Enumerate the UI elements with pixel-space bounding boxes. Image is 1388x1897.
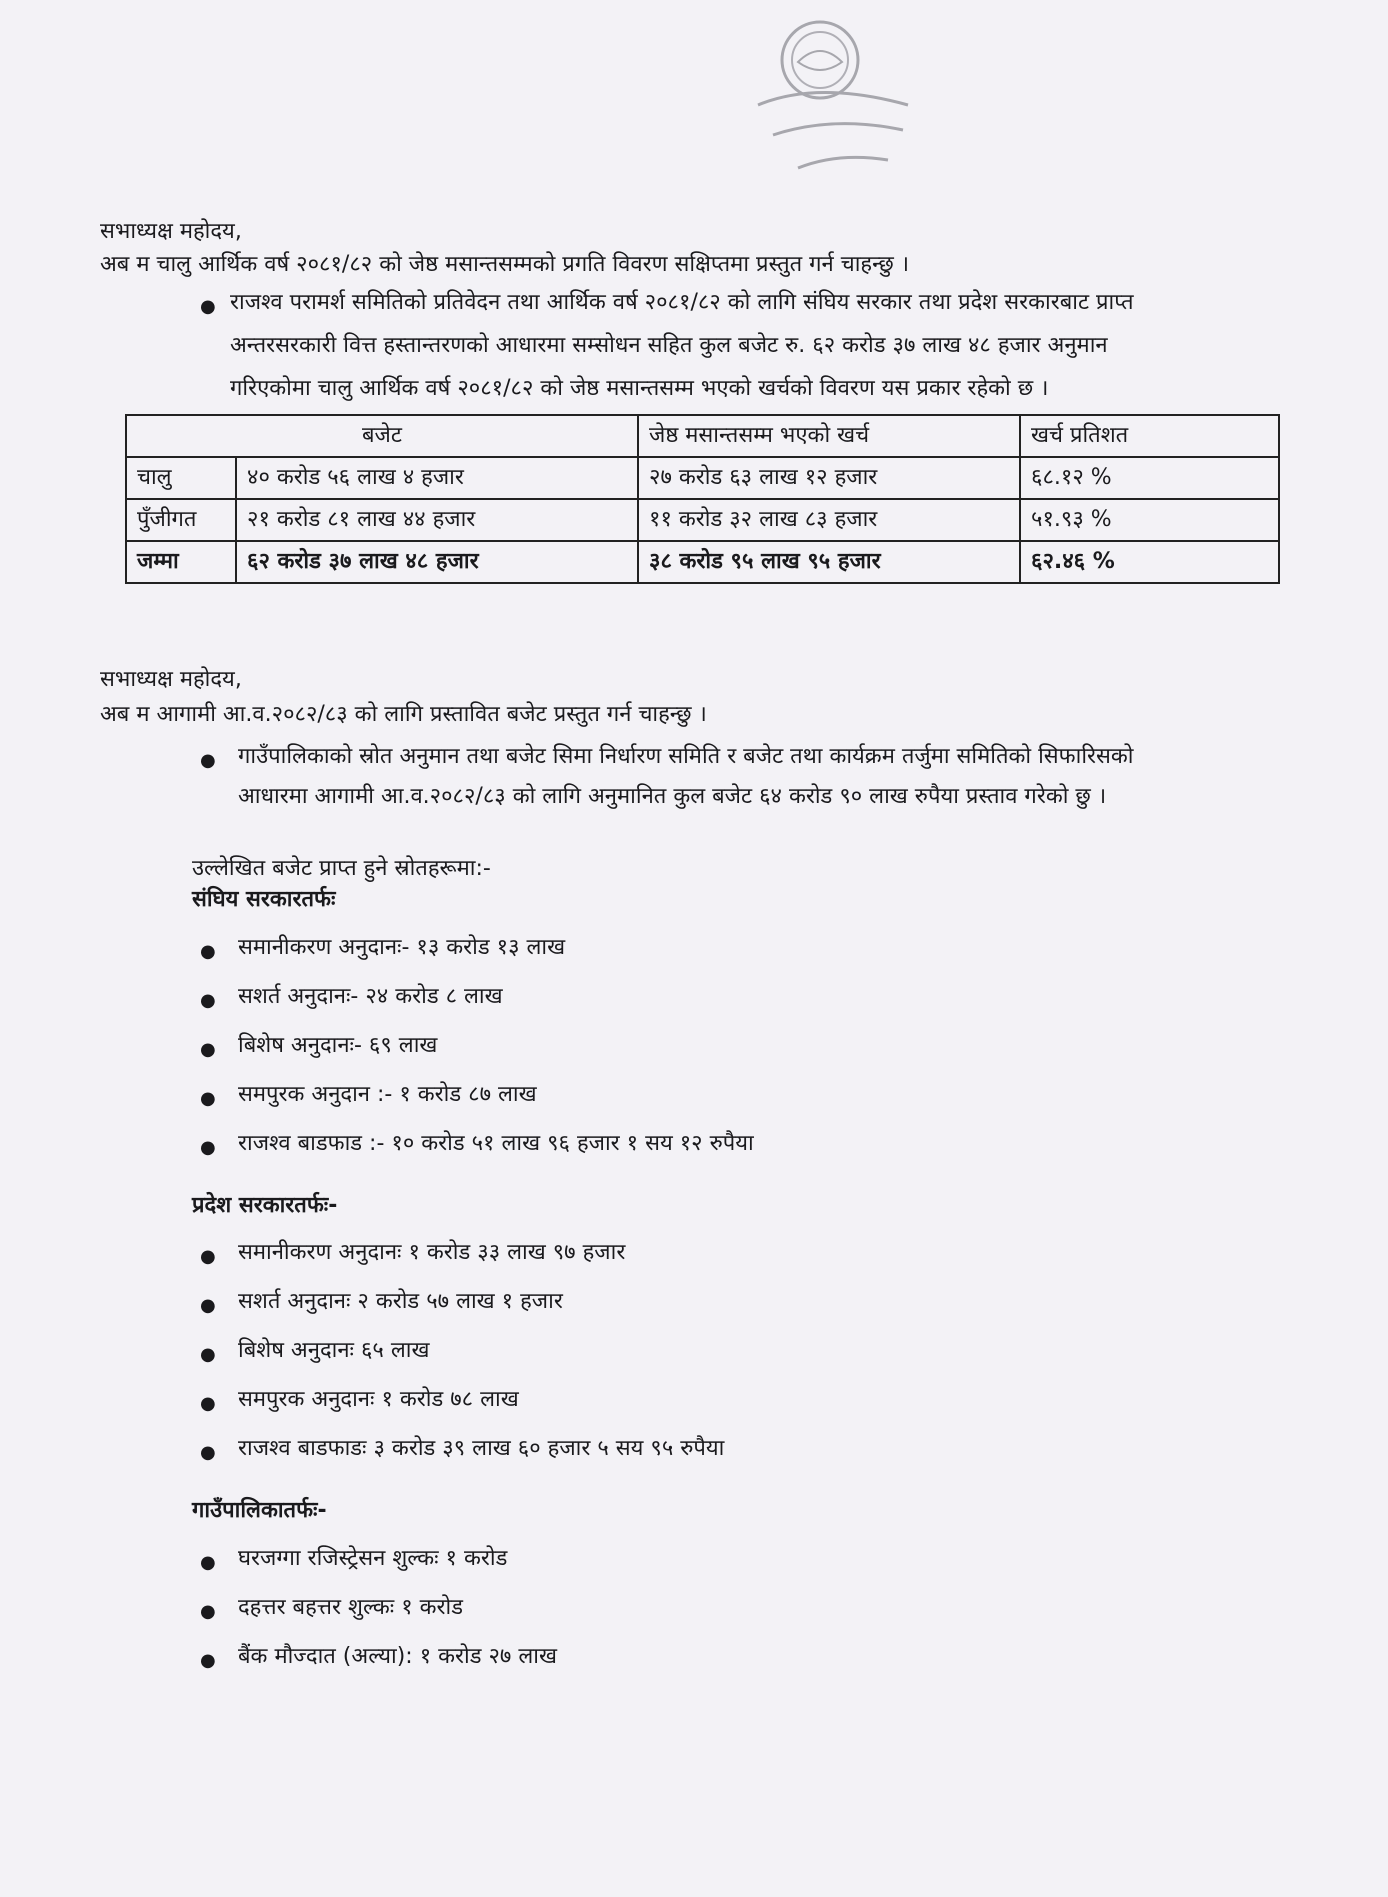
proposal-bullet-item: [100, 737, 1280, 817]
col-header-spent: जेष्ठ मसान्तसम्म भएको खर्च: [638, 415, 1020, 457]
progress-bullet-item: [100, 281, 1280, 410]
list-item: ● बिशेष अनुदानः- ६९ लाख: [100, 1021, 1280, 1070]
list-item: ● घरजग्गा रजिस्ट्रेसन शुल्कः १ करोड: [100, 1534, 1280, 1583]
col-header-budget: बजेट: [126, 415, 638, 457]
municipality-heading: गाउँपालिकातर्फः-: [192, 1498, 327, 1524]
salutation-2: सभाध्यक्ष महोदय,: [100, 667, 242, 693]
proposal-bullet: [100, 737, 1280, 817]
row-percent: ६२.४६ %: [1020, 541, 1279, 583]
row-label: चालु: [126, 457, 236, 499]
list-item: ● समपुरक अनुदानः १ करोड ७८ लाख: [100, 1375, 1280, 1424]
row-budget: २१ करोड ८१ लाख ४४ हजार: [236, 499, 638, 541]
row-percent: ६८.१२ %: [1020, 457, 1279, 499]
row-label: पुँजीगत: [126, 499, 236, 541]
list-item: ● समानीकरण अनुदानः १ करोड ३३ लाख ९७ हजार: [100, 1228, 1280, 1277]
municipality-list: [100, 1534, 1280, 1681]
office-seal: [738, 10, 938, 190]
row-budget: ६२ करोड ३७ लाख ४८ हजार: [236, 541, 638, 583]
bullet-line: अन्तरसरकारी वित्त हस्तान्तरणको आधारमा सम्सोधन सहित कुल बजेट रु. ६२ करोड ३७ लाख ४८ हजार अनुमान: [230, 333, 1108, 359]
row-label: जम्मा: [126, 541, 236, 583]
intro-proposal: अब म आगामी आ.व.२०८२/८३ को लागि प्रस्तावित बजेट प्रस्तुत गर्न चाहन्छु ।: [100, 701, 707, 727]
bullet-line: ● गाउँपालिकाको स्रोत अनुमान तथा बजेट सिमा निर्धारण समिति र बजेट तथा कार्यक्रम तर्जुमा समितिको सिफारिसको: [238, 744, 1134, 770]
list-item: ● राजश्व बाडफाड :- १० करोड ५१ लाख ९६ हजार १ सय १२ रुपैया: [100, 1119, 1280, 1168]
salutation-1: सभाध्यक्ष महोदय,: [100, 219, 242, 244]
progress-bullet: [100, 281, 1280, 410]
intro-progress: अब म चालु आर्थिक वर्ष २०८१/८२ को जेष्ठ मसान्तसम्मको प्रगति विवरण सक्षिप्तमा प्रस्तुत गर्न चाहन्छु ।: [100, 251, 910, 277]
bullet-line: गरिएकोमा चालु आर्थिक वर्ष २०८१/८२ को जेष्ठ मसान्तसम्म भएको खर्चको विवरण यस प्रकार रहेको छ ।: [230, 376, 1049, 402]
list-item: ● सशर्त अनुदानः- २४ करोड ८ लाख: [100, 972, 1280, 1021]
row-spent: ३८ करोड ९५ लाख ९५ हजार: [638, 541, 1020, 583]
table-header-row: [126, 415, 1279, 457]
row-spent: ११ करोड ३२ लाख ८३ हजार: [638, 499, 1020, 541]
row-budget: ४० करोड ५६ लाख ४ हजार: [236, 457, 638, 499]
list-item: ● बिशेष अनुदानः ६५ लाख: [100, 1326, 1280, 1375]
federal-heading: संघिय सरकारतर्फः: [192, 886, 336, 912]
list-item: ● समानीकरण अनुदानः- १३ करोड १३ लाख: [100, 923, 1280, 972]
row-percent: ५१.९३ %: [1020, 499, 1279, 541]
bullet-line: ● राजश्व परामर्श समितिको प्रतिवेदन तथा आर्थिक वर्ष २०८१/८२ को लागि संघिय सरकार तथा प्रदेश सरकारबाट प्राप्त: [230, 290, 1134, 316]
list-item: ● बैंक मौज्दात (अल्या): १ करोड २७ लाख: [100, 1632, 1280, 1681]
list-item: ● सशर्त अनुदानः २ करोड ५७ लाख १ हजार: [100, 1277, 1280, 1326]
province-list: [100, 1228, 1280, 1473]
province-heading: प्रदेश सरकारतर्फः-: [192, 1192, 338, 1218]
table-row: [126, 499, 1279, 541]
row-spent: २७ करोड ६३ लाख १२ हजार: [638, 457, 1020, 499]
table-row-total: [126, 541, 1279, 583]
document-body: [100, 218, 1280, 1681]
list-item: ● राजश्व बाडफाडः ३ करोड ३९ लाख ६० हजार ५ सय ९५ रुपैया: [100, 1424, 1280, 1473]
budget-table: [125, 414, 1280, 584]
bullet-line: आधारमा आगामी आ.व.२०८२/८३ को लागि अनुमानित कुल बजेट ६४ करोड ९० लाख रुपैया प्रस्ताव गरेको छु ।: [238, 784, 1107, 810]
col-header-percent: खर्च प्रतिशत: [1020, 415, 1279, 457]
sources-intro: उल्लेखित बजेट प्राप्त हुने स्रोतहरूमा:-: [192, 856, 491, 882]
federal-list: [100, 923, 1280, 1168]
table-row: [126, 457, 1279, 499]
list-item: ● समपुरक अनुदान :- १ करोड ८७ लाख: [100, 1070, 1280, 1119]
list-item: ● दहत्तर बहत्तर शुल्कः १ करोड: [100, 1583, 1280, 1632]
